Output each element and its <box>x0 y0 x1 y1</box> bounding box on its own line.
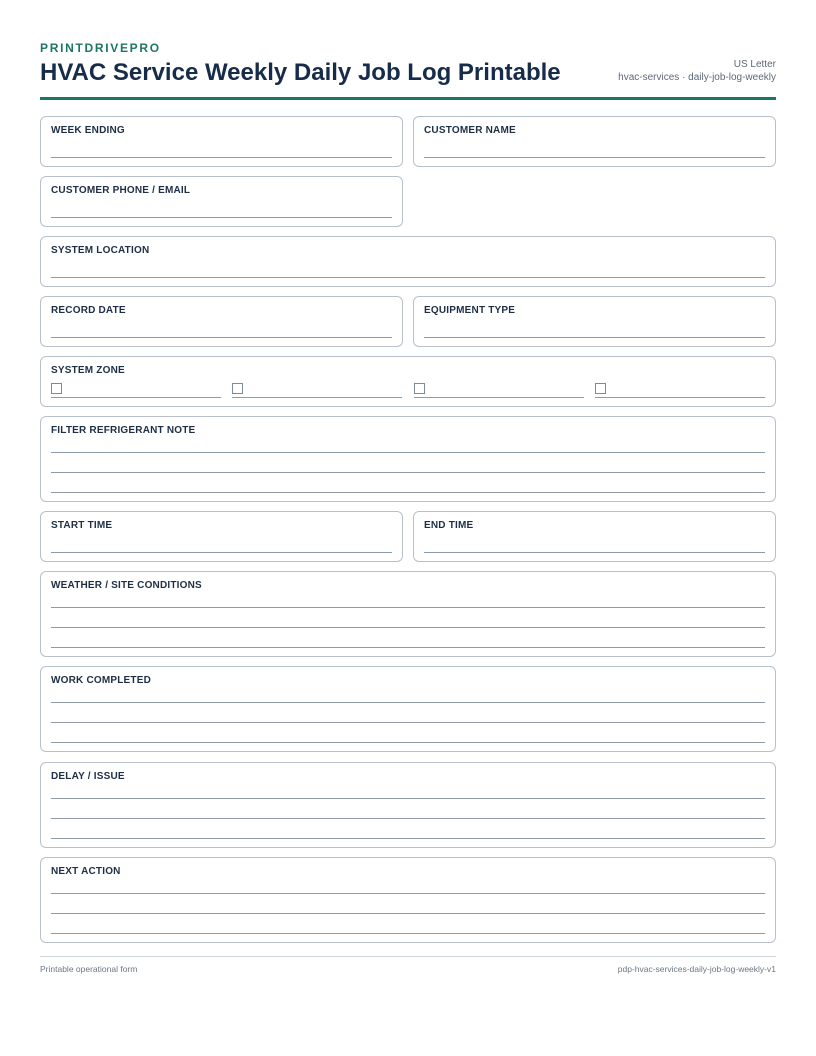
delay-issue-label: DELAY / ISSUE <box>51 771 125 782</box>
footer-description: Printable operational form <box>40 964 138 974</box>
weather-site-conditions-label: WEATHER / SITE CONDITIONS <box>51 580 202 591</box>
empty-checkbox-icon[interactable] <box>51 383 62 394</box>
system-location-field[interactable] <box>40 236 776 287</box>
next-action-field[interactable] <box>40 857 776 943</box>
equipment-type-field[interactable] <box>413 296 776 347</box>
page-title: HVAC Service Weekly Daily Job Log Printable <box>40 59 561 86</box>
filter-refrigerant-note-field[interactable] <box>40 416 776 502</box>
delay-issue-write-line[interactable] <box>51 838 765 839</box>
form-header <box>40 38 776 100</box>
week-ending-label: WEEK ENDING <box>51 125 125 136</box>
week-ending-field[interactable] <box>40 116 403 167</box>
next-action-write-line[interactable] <box>51 893 765 894</box>
work-completed-field[interactable] <box>40 666 776 752</box>
delay-issue-field[interactable] <box>40 762 776 848</box>
conditions-write-line[interactable] <box>51 647 765 648</box>
system-location-write-line[interactable] <box>51 277 765 278</box>
customer-name-write-line[interactable] <box>424 157 765 158</box>
customer-contact-field[interactable] <box>40 176 403 227</box>
customer-contact-write-line[interactable] <box>51 217 392 218</box>
conditions-write-line[interactable] <box>51 607 765 608</box>
weather-site-conditions-field[interactable] <box>40 571 776 657</box>
system-location-label: SYSTEM LOCATION <box>51 245 150 256</box>
brand-name: PRINTDRIVEPRO <box>40 41 161 55</box>
work-completed-write-line[interactable] <box>51 722 765 723</box>
system-zone-label: SYSTEM ZONE <box>51 365 125 376</box>
conditions-write-line[interactable] <box>51 627 765 628</box>
paper-size-label: US Letter <box>733 59 776 70</box>
system-zone-options <box>51 382 765 398</box>
week-ending-write-line[interactable] <box>51 157 392 158</box>
option-write-line[interactable] <box>232 397 402 398</box>
system-zone-field[interactable] <box>40 356 776 407</box>
next-action-write-line[interactable] <box>51 933 765 934</box>
system-zone-option[interactable] <box>232 382 402 398</box>
filter-refrigerant-note-label: FILTER REFRIGERANT NOTE <box>51 425 196 436</box>
option-write-line[interactable] <box>595 397 765 398</box>
filter-note-write-line[interactable] <box>51 452 765 453</box>
record-date-field[interactable] <box>40 296 403 347</box>
empty-checkbox-icon[interactable] <box>595 383 606 394</box>
system-zone-option[interactable] <box>51 382 221 398</box>
filter-note-write-line[interactable] <box>51 472 765 473</box>
footer-divider <box>40 956 776 957</box>
work-completed-label: WORK COMPLETED <box>51 675 152 686</box>
next-action-label: NEXT ACTION <box>51 866 121 877</box>
header-divider <box>40 97 776 100</box>
start-time-write-line[interactable] <box>51 552 392 553</box>
footer-form-id: pdp-hvac-services-daily-job-log-weekly-v1 <box>617 964 776 974</box>
start-time-label: START TIME <box>51 520 113 531</box>
record-date-label: RECORD DATE <box>51 305 126 316</box>
filter-note-write-line[interactable] <box>51 492 765 493</box>
start-time-field[interactable] <box>40 511 403 562</box>
customer-name-field[interactable] <box>413 116 776 167</box>
end-time-write-line[interactable] <box>424 552 765 553</box>
header-metadata <box>618 58 776 84</box>
equipment-type-label: EQUIPMENT TYPE <box>424 305 516 316</box>
work-completed-write-line[interactable] <box>51 742 765 743</box>
empty-checkbox-icon[interactable] <box>232 383 243 394</box>
delay-issue-write-line[interactable] <box>51 818 765 819</box>
next-action-write-line[interactable] <box>51 913 765 914</box>
option-write-line[interactable] <box>51 397 221 398</box>
record-date-write-line[interactable] <box>51 337 392 338</box>
empty-checkbox-icon[interactable] <box>414 383 425 394</box>
form-slug-label: hvac-services · daily-job-log-weekly <box>618 72 776 83</box>
system-zone-option[interactable] <box>414 382 584 398</box>
equipment-type-write-line[interactable] <box>424 337 765 338</box>
delay-issue-write-line[interactable] <box>51 798 765 799</box>
customer-name-label: CUSTOMER NAME <box>424 125 516 136</box>
end-time-label: END TIME <box>424 520 474 531</box>
option-write-line[interactable] <box>414 397 584 398</box>
work-completed-write-line[interactable] <box>51 702 765 703</box>
customer-contact-label: CUSTOMER PHONE / EMAIL <box>51 185 191 196</box>
end-time-field[interactable] <box>413 511 776 562</box>
system-zone-option[interactable] <box>595 382 765 398</box>
